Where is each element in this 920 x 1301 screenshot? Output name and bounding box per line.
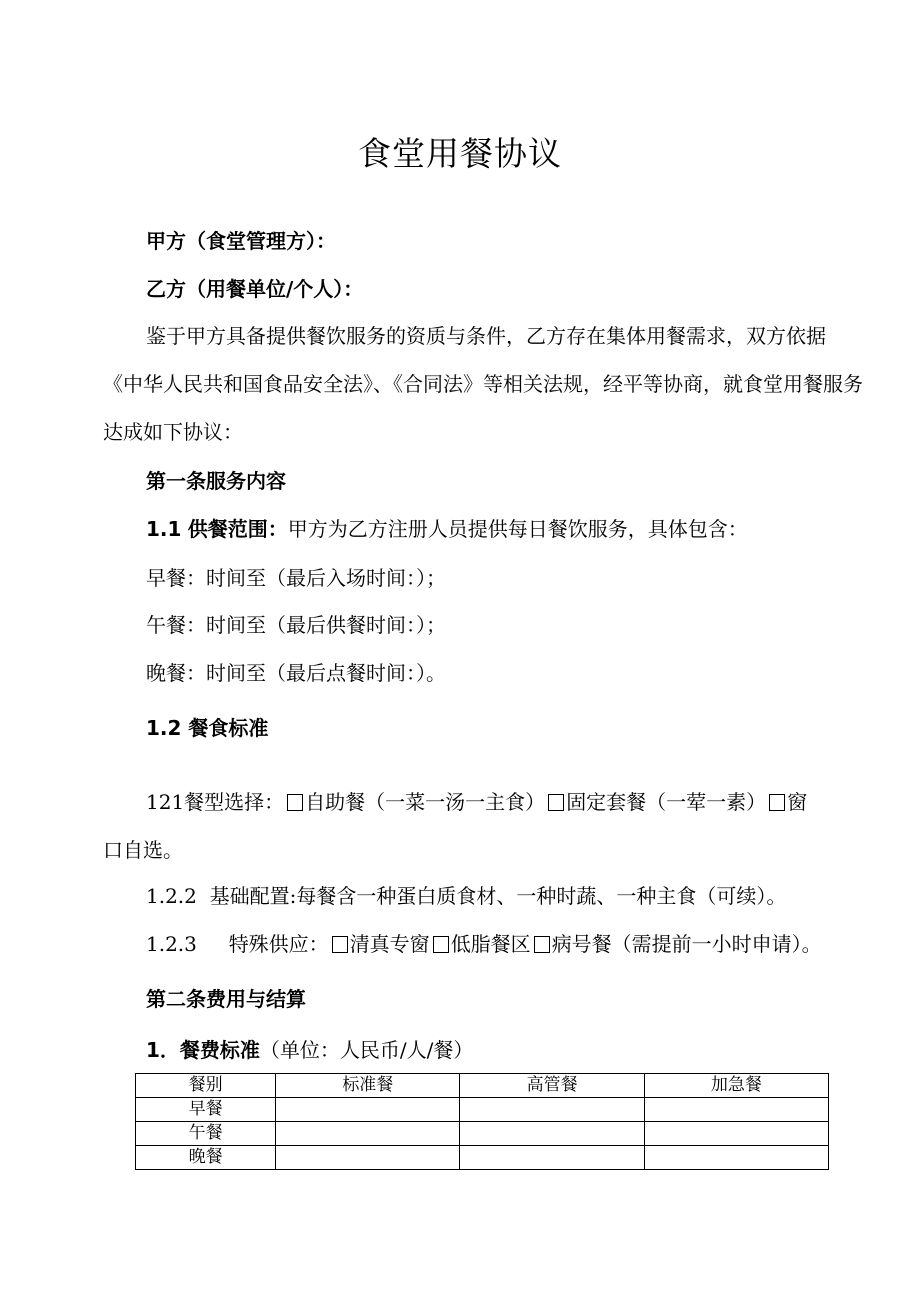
breakfast-time-line: 早餐：时间至（最后入场时间：）； — [146, 566, 446, 590]
checkbox-icon — [548, 794, 564, 811]
section-1-2-2 — [146, 884, 786, 908]
section-1-1-text: 甲方为乙方注册人员提供每日餐饮服务，具体包含： — [287, 517, 748, 541]
option-halal: 清真专窗 — [349, 932, 430, 956]
fee-standard-label: 1．餐费标准 — [146, 1038, 260, 1062]
section-1-2-1-prefix: 121餐型选择： — [146, 790, 285, 814]
option-set-meal: 固定套餐（一荤一素） — [566, 790, 767, 814]
table-cell[interactable] — [276, 1146, 460, 1170]
section-1-2-2-text: 基础配置:每餐含一种蛋白质食材、一种时蔬、一种主食（可续）。 — [209, 884, 787, 908]
table-row — [136, 1122, 829, 1146]
fee-unit: （单位：人民币/人/餐） — [259, 1038, 474, 1062]
table-cell[interactable] — [644, 1098, 828, 1122]
section-1-2-1 — [146, 790, 807, 814]
table-header-cell: 标准餐 — [276, 1074, 460, 1098]
table-cell[interactable] — [460, 1098, 644, 1122]
table-cell[interactable] — [460, 1122, 644, 1146]
checkbox-icon — [534, 936, 550, 953]
table-cell[interactable] — [644, 1146, 828, 1170]
table-header-cell: 餐别 — [136, 1074, 276, 1098]
table-cell[interactable] — [644, 1122, 828, 1146]
checkbox-icon — [332, 936, 348, 953]
section-1-2-3-prefix: 特殊供应： — [228, 932, 329, 956]
checkbox-icon — [433, 936, 449, 953]
table-cell[interactable] — [460, 1146, 644, 1170]
party-b-line: 乙方（用餐单位/个人）： — [146, 277, 364, 301]
table-cell-meal: 晚餐 — [136, 1146, 276, 1170]
fee-table — [135, 1073, 829, 1170]
table-cell-meal: 早餐 — [136, 1098, 276, 1122]
fee-standard-line — [146, 1038, 473, 1062]
checkbox-icon — [287, 794, 303, 811]
section-1-1 — [146, 517, 748, 541]
section-1-2-2-number: 1.2.2 — [146, 884, 197, 908]
fee-table-header-row — [136, 1074, 829, 1098]
option-buffet: 自助餐（一菜一汤一主食） — [305, 790, 546, 814]
checkbox-icon — [769, 794, 785, 811]
party-a-line: 甲方（食堂管理方）： — [146, 229, 336, 253]
preamble-text: 鉴于甲方具备提供餐饮服务的资质与条件，乙方存在集体用餐需求，双方依据《中华人民共和国食品安全法》、《合同法》等相关法规，经平等协商，就食堂用餐服务达成如下协议： — [103, 324, 863, 444]
option-sick-meal: 病号餐（需提前一小时申请）。 — [551, 932, 822, 956]
table-row — [136, 1146, 829, 1170]
section-1-1-number: 1.1 — [146, 517, 182, 541]
table-cell[interactable] — [276, 1098, 460, 1122]
article1-heading: 第一条服务内容 — [146, 469, 286, 493]
section-1-2-3 — [146, 932, 822, 956]
option-window-a: 窗 — [787, 790, 808, 814]
section-1-2-heading: 1.2 餐食标准 — [146, 716, 269, 740]
preamble-paragraph — [103, 312, 863, 456]
option-low-fat: 低脂餐区 — [450, 932, 531, 956]
table-cell[interactable] — [276, 1122, 460, 1146]
dinner-time-line: 晚餐：时间至（最后点餐时间：）。 — [146, 661, 446, 685]
table-cell-meal: 午餐 — [136, 1122, 276, 1146]
lunch-time-line: 午餐：时间至（最后供餐时间：）； — [146, 613, 446, 637]
table-row — [136, 1098, 829, 1122]
table-header-cell: 加急餐 — [644, 1074, 828, 1098]
article2-heading: 第二条费用与结算 — [146, 987, 306, 1011]
table-header-cell: 高管餐 — [460, 1074, 644, 1098]
section-1-2-3-number: 1.2.3 — [146, 932, 197, 956]
section-1-1-label: 供餐范围： — [187, 517, 288, 541]
section-1-2-1-cont: 口自选。 — [103, 838, 183, 862]
document-title: 食堂用餐协议 — [358, 134, 562, 173]
